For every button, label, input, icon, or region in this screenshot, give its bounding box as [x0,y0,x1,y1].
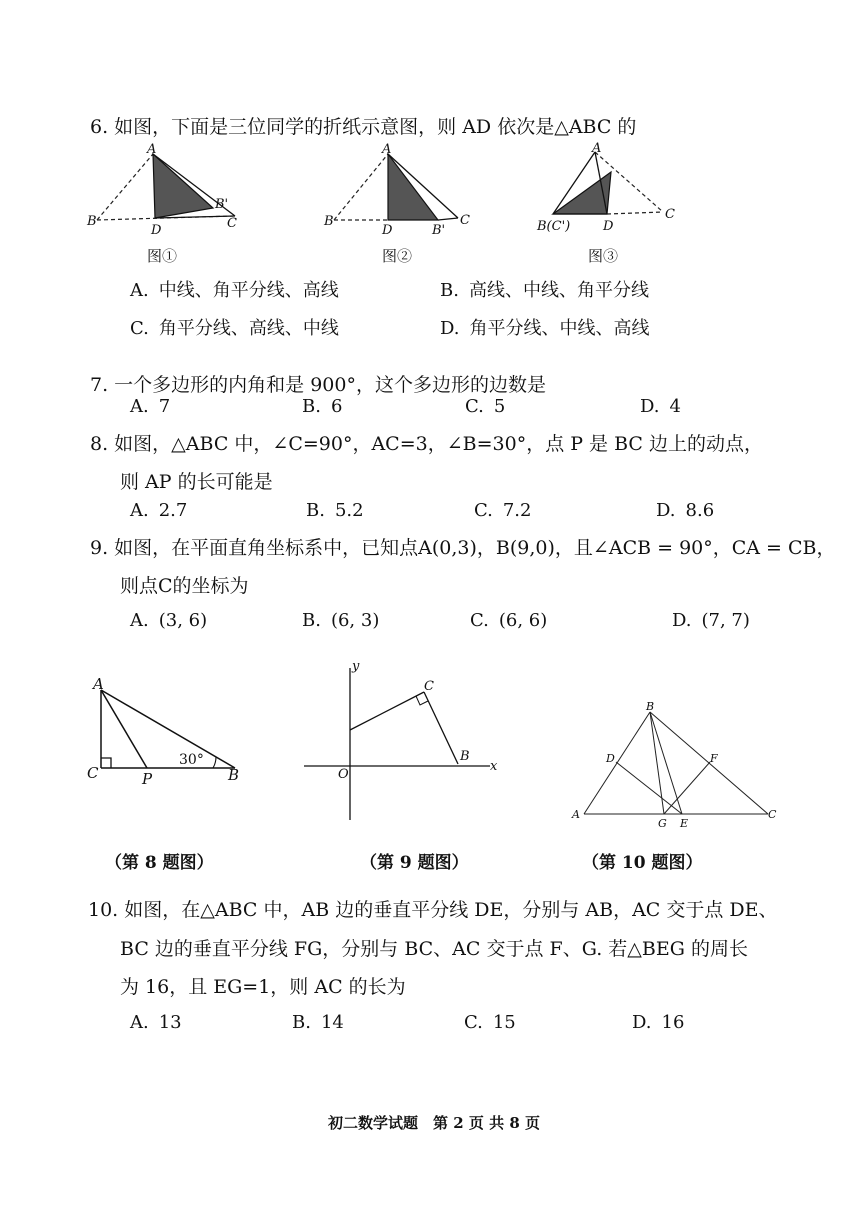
fig8-label-c: C [87,764,99,782]
q10-figure [568,700,783,830]
q10-stem-line-3: 为 16，且 EG=1，则 AC 的长为 [120,976,406,998]
q6-option-c: C. 角平分线、高线、中线 [130,318,339,339]
q8-figure [85,676,260,791]
q8-option-a: A. 2.7 [130,500,188,521]
q6-option-b: B. 高线、中线、角平分线 [440,280,649,301]
q10-option-b: B. 14 [292,1012,344,1033]
q9-option-a: A. (3, 6) [130,610,208,631]
fig2-label-c: C [460,213,470,228]
q7-option-c: C. 5 [465,396,506,417]
fig9-label-b: B [460,749,470,764]
q6-option-a: A. 中线、角平分线、高线 [130,280,339,301]
q6-stem: 6. 如图，下面是三位同学的折纸示意图，则 AD 依次是△ABC 的 [90,116,637,138]
fig1-label-b: B [87,214,97,229]
fig2-label-b-prime: B' [432,223,446,238]
fig2-label-a: A [382,142,392,157]
fig9-label-x: x [490,759,498,774]
q10-option-a: A. 13 [130,1012,182,1033]
q9-option-c: C. (6, 6) [470,610,548,631]
fig2-label-b: B [324,214,334,229]
fig9-label-y: y [352,659,360,674]
fig1-label-b-prime: B' [215,197,229,212]
q7-option-b: B. 6 [302,396,343,417]
q6-figure-1 [85,142,245,238]
q6-figure-2 [322,142,482,238]
caption-fig8: （第 8 题图） [105,853,214,873]
fig8-label-angle: 30° [179,752,204,768]
q6-figure-3 [535,142,695,232]
q8-option-c: C. 7.2 [474,500,532,521]
fig3-label-d: D [603,219,614,234]
fig8-label-a: A [93,675,104,693]
q10-stem-line-2: BC 边的垂直平分线 FG，分别与 BC、AC 交于点 F、G. 若△BEG 的周长 [120,938,748,960]
q9-stem-line-2: 则点C的坐标为 [120,575,249,597]
q10-stem-line-1: 10. 如图，在△ABC 中，AB 边的垂直平分线 DE，分别与 AB，AC 交于点 DE、 [88,899,778,921]
fig10-label-d: D [606,752,615,765]
fig10-label-g: G [658,817,667,830]
q10-option-d: D. 16 [632,1012,685,1033]
q8-stem-line-2: 则 AP 的长可能是 [120,471,273,493]
q9-figure [300,660,510,825]
q7-option-a: A. 7 [130,396,171,417]
fig10-label-b: B [646,700,655,713]
page-footer: 初二数学试题 第 2 页 共 8 页 [328,1114,540,1132]
fig3-label-c: C [665,207,675,222]
fig1-label-a: A [147,142,157,157]
q6-caption-3: 图③ [588,247,619,265]
fig8-label-b: B [228,766,240,784]
q9-option-d: D. (7, 7) [672,610,750,631]
fig9-label-o: O [338,767,349,782]
q7-stem: 7. 一个多边形的内角和是 900°，这个多边形的边数是 [90,374,546,396]
q8-option-d: D. 8.6 [656,500,715,521]
fig8-label-p: P [142,770,153,788]
fig1-label-c: C [227,216,237,231]
fig10-label-c: C [768,808,777,821]
q8-option-b: B. 5.2 [306,500,364,521]
q9-option-b: B. (6, 3) [302,610,380,631]
fig2-label-d: D [382,223,393,238]
q6-option-d: D. 角平分线、中线、高线 [440,318,650,339]
caption-fig10: （第 10 题图） [582,853,703,873]
q7-option-d: D. 4 [640,396,681,417]
fig9-label-c: C [424,679,434,694]
fig10-label-f: F [710,752,718,765]
q6-caption-2: 图② [382,247,413,265]
fig10-label-e: E [680,817,689,830]
caption-fig9: （第 9 题图） [360,853,469,873]
fig10-label-a: A [572,808,580,821]
q6-caption-1: 图① [147,247,178,265]
fig3-label-a: A [592,141,602,156]
q9-stem-line-1: 9. 如图，在平面直角坐标系中，已知点A(0,3)，B(9,0)，且∠ACB = 90°，CA = CB， [90,537,836,559]
q8-stem-line-1: 8. 如图，△ABC 中，∠C=90°，AC=3，∠B=30°，点 P 是 BC 边上的动点， [90,433,763,455]
fig3-label-b-c-prime: B(C') [537,219,571,234]
fig1-label-d: D [151,223,162,238]
q10-option-c: C. 15 [464,1012,516,1033]
